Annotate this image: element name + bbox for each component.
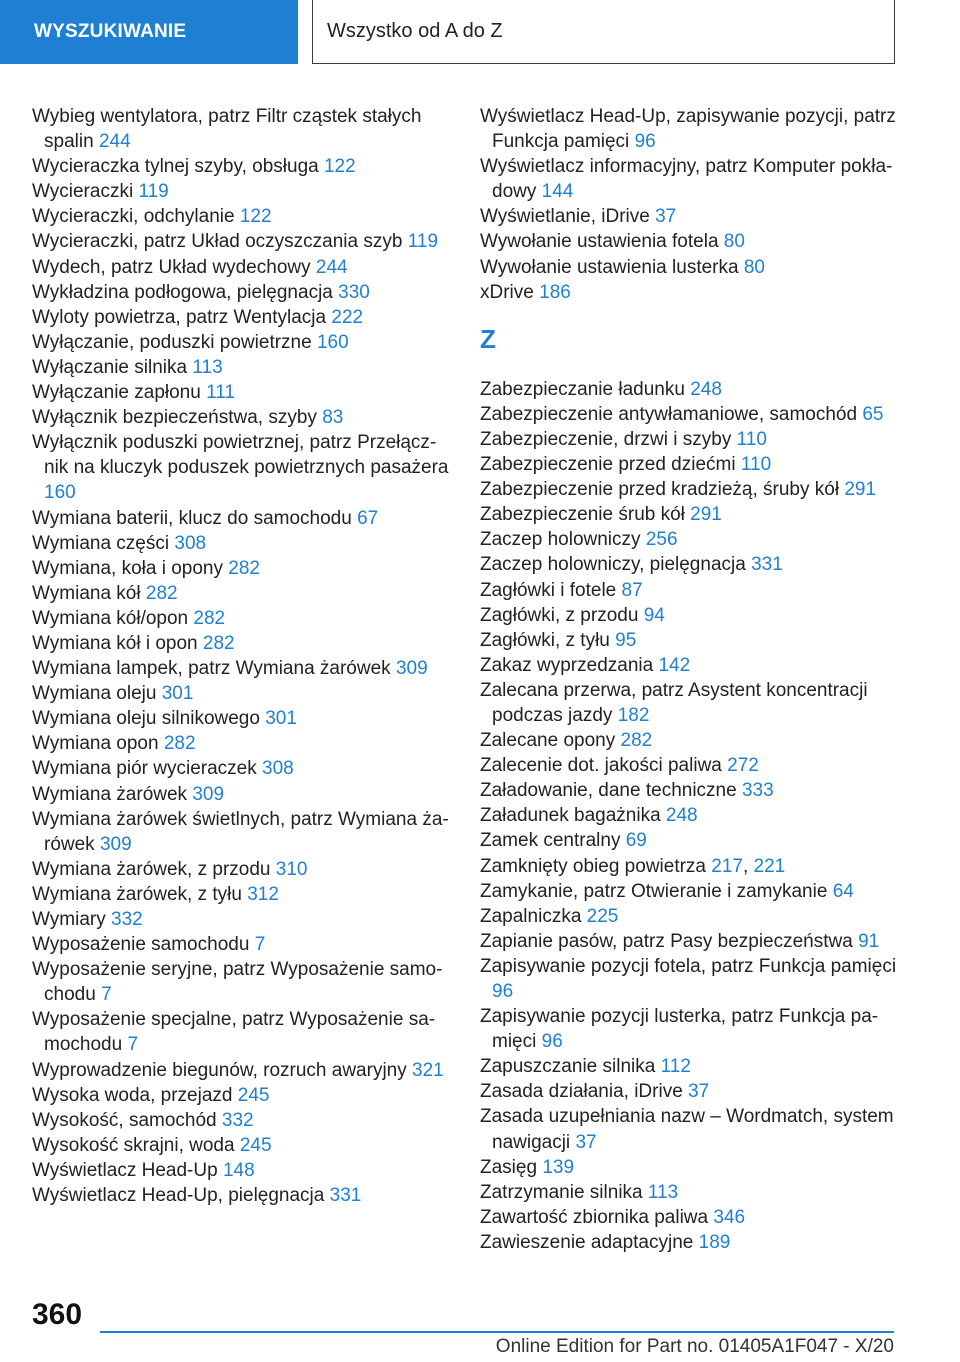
index-entry [32,1158,450,1183]
index-entry [480,552,898,577]
index-entry [480,377,898,402]
index-entry [480,527,898,552]
footer-divider [100,1331,894,1333]
index-entry [480,229,898,254]
index-entry-text: Załadunek bagażnika [480,805,661,827]
page-link[interactable]: 282 [163,733,196,755]
index-entry [480,1180,898,1205]
index-entry [480,402,898,427]
index-entry-text: Zapisywanie pozycji fotela, patrz Funkcja pamięci [480,955,897,977]
index-entry [480,603,898,628]
index-entry [480,154,898,204]
page-link[interactable]: 182 [617,704,650,726]
page-link[interactable]: 96 [541,1031,563,1053]
index-entry-text: Zabezpieczanie ładunku [480,378,685,400]
index-entry [32,330,450,355]
index-entry-text: Wyświetlacz Head-Up, zapisywanie pozycji, patrz Funkcja pamięci [480,106,896,153]
index-entry-text: Wybieg wentylatora, patrz Filtr cząstek stałych spalin [32,106,422,153]
index-entry [32,506,450,531]
page-link[interactable]: 309 [99,833,132,855]
page-link[interactable]: 113 [647,1181,679,1203]
index-entry-text: Wymiana kół i opon [32,632,198,654]
index-entry-text: Wycieraczka tylnej szyby, obsługa [32,156,319,178]
index-entry [32,907,450,932]
index-entry-text: Wymiana kół/opon [32,607,189,629]
index-entry-text: Wymiana oleju [32,683,157,705]
index-entry-text: Zatrzymanie silnika [480,1181,643,1203]
index-entry [480,628,898,653]
index-entry-text: Zapuszczanie silnika [480,1056,656,1078]
page-title: Wszystko od A do Z [312,0,895,64]
index-entry [32,656,450,681]
index-entry [32,731,450,756]
index-entry-text: Zapalniczka [480,905,582,927]
index-entry-text: Zagłówki i fotele [480,579,617,601]
index-entry-text: Zalecenie dot. jakości paliwa [480,755,722,777]
page-link[interactable]: 331 [751,554,783,576]
index-entry-text: Wycieraczki, odchylanie [32,206,235,228]
index-entry-text: xDrive [480,281,534,303]
index-entry-text: Wymiana żarówek [32,783,188,805]
page-link[interactable]: 282 [202,632,235,654]
index-entry [32,104,450,154]
page-link[interactable]: 7 [254,934,266,956]
page-link[interactable]: 80 [723,231,745,253]
page-link[interactable]: 122 [239,206,272,228]
index-entry [480,1205,898,1230]
index-entry [32,204,450,229]
index-entry [32,531,450,556]
page-link[interactable]: 244 [98,131,131,153]
page-link[interactable]: 330 [338,281,370,303]
index-entry [32,556,450,581]
index-entry-text: Zabezpieczenie przed kradzieżą, śruby kół [480,479,840,501]
index-entry [480,502,898,527]
page-link[interactable]: 245 [239,1134,272,1156]
index-entry: Zamknięty obieg powietrza 217, 221 [480,855,786,877]
page-link[interactable]: 119 [138,181,169,203]
page-link[interactable]: 308 [262,758,294,780]
index-entry-text: Wywołanie ustawienia lusterka [480,256,739,278]
page-link[interactable]: 221 [753,855,786,877]
index-entry-text: Wysokość skrajni, woda [32,1134,235,1156]
index-entry [32,1183,450,1208]
index-entry-text: Wymiana, koła i opony [32,557,223,579]
index-entry-text: Wymiana baterii, klucz do samochodu [32,507,352,529]
index-entry [32,782,450,807]
index-entry [32,380,450,405]
page-link[interactable]: 245 [237,1084,270,1106]
index-entry [480,678,898,728]
page-link[interactable]: 37 [575,1131,597,1153]
page-link[interactable]: 144 [541,181,574,203]
page-link[interactable]: 332 [221,1109,254,1131]
page-link[interactable]: 37 [688,1081,710,1103]
page-link[interactable]: 119 [407,231,439,253]
index-entry [32,681,450,706]
index-entry-text: Wymiana żarówek, z tyłu [32,883,242,905]
index-entry [32,280,450,305]
page-link[interactable]: 37 [655,206,677,228]
index-entry-text: Wyświetlacz Head-Up, pielęgnacja [32,1185,325,1207]
index-entry-text: Wymiana kół [32,582,141,604]
page-link[interactable]: 309 [192,783,225,805]
index-entry-text: Zasięg [480,1156,538,1178]
page-link[interactable]: 301 [265,708,297,730]
index-entry-text: Wyposażenie specjalne, patrz Wyposażenie samochodu [32,1009,436,1056]
index-entry [32,606,450,631]
index-entry [480,1079,898,1104]
index-entry-text: Wysoka woda, przejazd [32,1084,233,1106]
index-entry-text: Załadowanie, dane techniczne [480,780,737,802]
index-entry [480,204,898,229]
page-link[interactable]: 87 [621,579,643,601]
index-entry [480,803,898,828]
index-entry [480,104,898,154]
page-link[interactable]: 301 [161,683,194,705]
page-link[interactable]: 282 [193,607,226,629]
page-link[interactable]: 248 [665,805,698,827]
index-entry-text: Zalecane opony [480,730,616,752]
index-entry [32,706,450,731]
index-entry-text: Wyłączanie zapłonu [32,382,201,404]
index-entry [32,756,450,781]
index-entry [32,355,450,380]
index-entry [32,1083,450,1108]
index-entry-text: Wymiana części [32,532,170,554]
page-link[interactable]: 312 [247,883,279,905]
index-entry [32,932,450,957]
page-link[interactable]: 69 [625,830,647,852]
page-link[interactable]: 332 [111,909,143,930]
page-link[interactable]: 142 [658,654,691,676]
page-link[interactable]: 96 [634,131,656,153]
index-entry [32,255,450,280]
page-link[interactable]: 110 [736,428,767,450]
index-entry [480,255,898,280]
index-entry [32,405,450,430]
index-entry-text: Wyłącznik bezpieczeństwa, szyby [32,407,317,429]
page-link[interactable]: 248 [690,378,722,400]
page-link[interactable]: 308 [174,532,207,554]
page-link[interactable]: 111 [206,382,235,404]
index-entry [480,1004,898,1054]
page-link[interactable]: 186 [539,281,571,303]
index-entry-text: Zawartość zbiornika paliwa [480,1206,709,1228]
index-entry-text: Zamykanie, patrz Otwieranie i zamykanie [480,880,828,902]
index-entry [32,857,450,882]
index-entry-text: Zapianie pasów, patrz Pasy bezpieczeństwa [480,930,853,952]
index-column-left [32,104,450,1208]
index-entry-text: Wyłączanie silnika [32,356,188,378]
section-letter: Z [480,323,496,354]
page-link[interactable]: 110 [740,454,772,476]
index-entry [32,957,450,1007]
page-link[interactable]: 256 [645,529,678,551]
index-entry [32,1007,450,1057]
index-entry [480,280,898,305]
page-link[interactable]: 291 [844,479,877,501]
index-entry-text: Zaczep holowniczy [480,529,641,551]
index-entry-text: Wymiana żarówek świetlnych, patrz Wymiana żarówek [32,808,449,855]
index-entry-text: Wycieraczki [32,181,134,203]
index-entry-text: Wywołanie ustawienia fotela [480,231,719,253]
page-link[interactable]: 113 [192,356,223,378]
index-entry-text: Zabezpieczenie śrub kół [480,504,685,526]
index-entry [480,828,898,853]
index-entry-text: Zakaz wyprzedzania [480,654,654,676]
index-entry [480,954,898,1004]
index-entry [32,179,450,204]
index-entry-text: Wyświetlacz Head-Up [32,1159,218,1181]
page-link[interactable]: 291 [690,504,722,526]
page-link[interactable]: 346 [713,1206,746,1228]
page-link[interactable]: 310 [275,858,308,880]
page-link[interactable]: 67 [357,507,379,529]
page-link[interactable]: 272 [727,755,759,777]
footer-edition-text: Online Edition for Part no. 01405A1F047 - X/20 [495,1336,894,1357]
page-link[interactable]: 112 [660,1056,691,1078]
index-entry [480,427,898,452]
index-entry-text: Zabezpieczenie, drzwi i szyby [480,428,732,450]
index-entry [480,653,898,678]
index-entry [480,477,898,502]
index-entry-text: Zaczep holowniczy, pielęgnacja [480,554,746,576]
index-entry [32,581,450,606]
index-entry-text: Wydech, patrz Układ wydechowy [32,256,311,278]
index-entry-text: Wymiana opon [32,733,159,755]
page-link[interactable]: 95 [615,629,637,651]
index-entry-text: Zasada działania, iDrive [480,1081,683,1103]
index-entry-text: Wyłącznik poduszki powietrznej, patrz Przełącznik na kluczyk poduszek powietrznych pasażera [32,432,449,479]
index-entry-text: Wymiana oleju silnikowego [32,708,260,730]
index-entry [32,1058,450,1083]
page-link[interactable]: 282 [228,557,260,579]
index-entry-text: Wycieraczki, patrz Układ oczyszczania szyb [32,231,403,253]
index-entry [32,882,450,907]
page-link[interactable]: 65 [862,403,884,425]
page-link[interactable]: 64 [832,880,854,902]
index-entry-text: Wyposażenie seryjne, patrz Wyposażenie samochodu [32,959,443,1006]
index-entry [480,452,898,477]
section-tab: WYSZUKIWANIE [0,0,298,64]
page-link[interactable]: 148 [222,1159,255,1181]
index-entry-text: Zagłówki, z tyłu [480,629,610,651]
page-link[interactable]: 222 [331,306,364,328]
index-entry [32,1108,450,1133]
index-entry-text: Wyświetlacz informacyjny, patrz Komputer pokładowy [480,156,893,203]
page-link[interactable]: 331 [329,1185,362,1207]
index-entry-text: Zamek centralny [480,830,621,852]
index-entry [32,807,450,857]
index-entry [32,154,450,179]
index-entry-text: Zagłówki, z przodu [480,604,639,626]
index-entry-text: Zabezpieczenie przed dziećmi [480,454,736,476]
index-entry [480,728,898,753]
index-entry [480,753,898,778]
page-link[interactable]: 309 [395,658,428,680]
index-entry [480,904,898,929]
index-entry-text: Wykładzina podłogowa, pielęgnacja [32,281,333,303]
index-entry [480,1155,898,1180]
index-entry-text: Zawieszenie adaptacyjne [480,1231,694,1253]
page-link[interactable]: 282 [145,582,178,604]
page-link[interactable]: 333 [741,780,774,802]
index-entry-text: Wyprowadzenie biegunów, rozruch awaryjny [32,1059,407,1081]
page-link[interactable]: 139 [542,1156,575,1178]
index-entry-text: Wymiana żarówek, z przodu [32,858,271,880]
index-entry [32,1133,450,1158]
page-link[interactable]: 83 [322,407,344,429]
index-entry-text: Wysokość, samochód [32,1109,217,1131]
index-entry-text: Wyświetlanie, iDrive [480,206,650,228]
page-link[interactable]: 189 [698,1231,731,1253]
index-entry [480,1104,898,1154]
index-column-right [480,104,898,1255]
page-link[interactable]: 282 [620,730,653,752]
page-link[interactable]: 80 [743,256,765,278]
index-entry-text: Wyłączanie, poduszki powietrzne [32,331,312,353]
page-link[interactable]: 225 [586,905,619,927]
page-link[interactable]: 321 [412,1059,444,1081]
index-entry-text: Wymiana lampek, patrz Wymiana żarówek [32,658,391,680]
index-entry-text: Wymiana piór wycieraczek [32,758,257,780]
index-entry-text: Zamknięty obieg powietrza [480,855,706,877]
index-entry-text: Wyloty powietrza, patrz Wentylacja [32,306,327,328]
page-link[interactable]: 96 [492,981,514,1002]
page-number: 360 [32,1298,83,1331]
index-entry [32,229,450,254]
page-link[interactable]: 122 [323,156,356,178]
page-link[interactable]: 91 [858,930,880,952]
page-link[interactable]: 244 [315,256,348,278]
page-link[interactable]: 7 [127,1034,139,1056]
index-entry-text: Zapisywanie pozycji lusterka, patrz Funkcja pamięci [480,1006,879,1053]
index-entry-text: Zalecana przerwa, patrz Asystent koncentracji podczas jazdy [480,679,868,726]
index-entry [480,1054,898,1079]
index-entry [480,578,898,603]
page-link[interactable]: 94 [643,604,665,626]
index-entry-text: Wyposażenie samochodu [32,934,250,956]
page-link[interactable]: 7 [101,984,112,1006]
index-entry [480,929,898,954]
page-link[interactable]: 160 [44,482,76,504]
index-entry-text: Zabezpieczenie antywłamaniowe, samochód [480,403,858,425]
index-entry [32,305,450,330]
page-link[interactable]: 217 [711,855,743,877]
index-entry [480,1230,898,1255]
index-entry [480,879,898,904]
index-entry [32,430,450,505]
index-entry [480,778,898,803]
page-link[interactable]: 160 [316,331,349,353]
index-entry [32,631,450,656]
index-entry-text: Zasada uzupełniania nazw – Wordmatch, system nawigacji [480,1106,894,1153]
index-entry-text: Wymiary [32,909,106,930]
